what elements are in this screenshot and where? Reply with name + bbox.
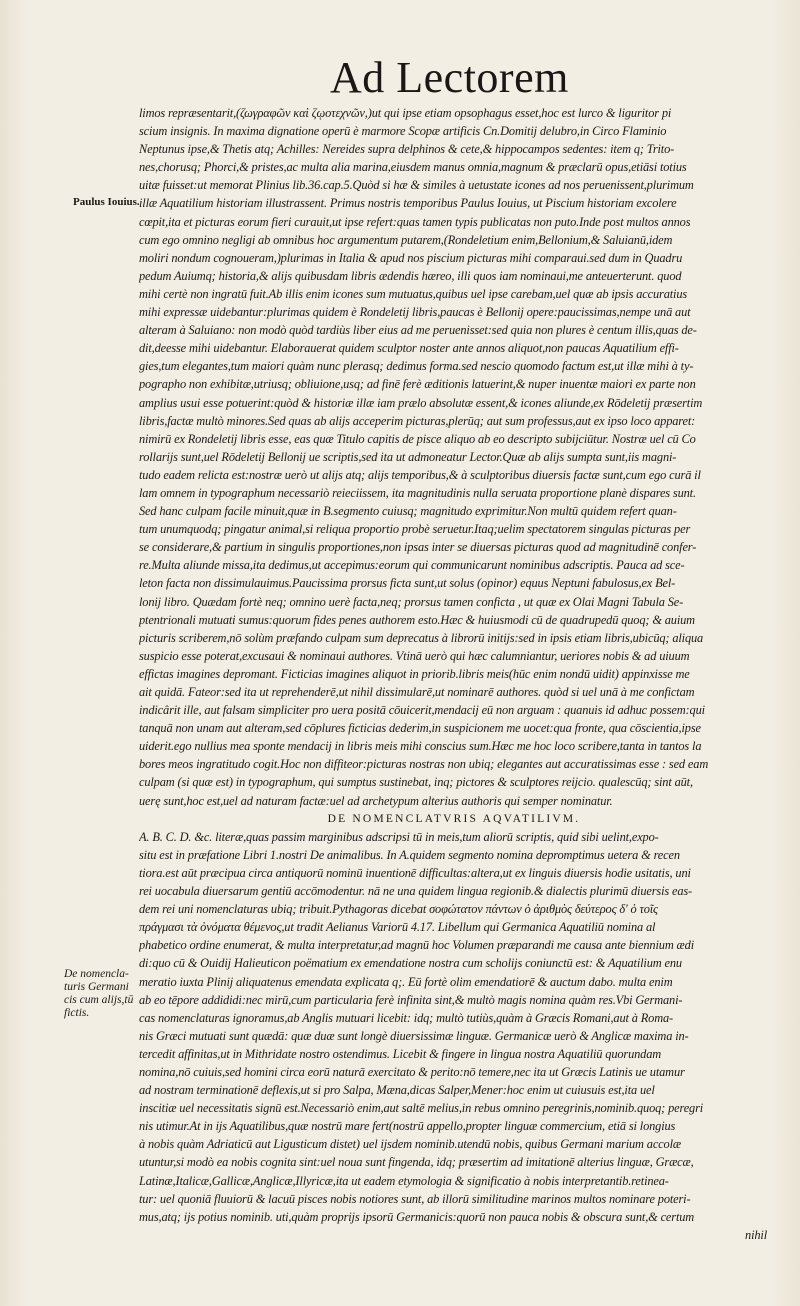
paragraph-block-2 (139, 828, 769, 1226)
text-line: rollarijs sunt,uel Rōdeletij Bellonij ue scriptis,sed ita ut admoneatur Lector.Quæ ab alijs sumpta sunt,iis magni- (139, 449, 677, 464)
text-line: di:quo cū & Ouidij Halieuticon poëmatium ex emendatione nostra cum scholijs coniunctū est: & Aquatilium enu (139, 956, 682, 971)
text-line: nes,chorusq; Phorci,& pristes,ac multa alia marina,eiusdem manus omnia,magnum & præclarū opus,etiāsi totius (139, 160, 687, 175)
text-line: Neptunus ipse,& Thetis atq; Achilles: Nereides supra delphinos & cete,& hippocampos sedentes: item q; Trito- (139, 142, 675, 157)
margin-note-line: turis Germani (64, 981, 129, 993)
text-line: dem rei uni nomenclaturas ubiq; tribuit.Pythagoras dicebat σοφώτατον πάντων ὁ ἀριθμὸς δεύτερος δ' ὁ τοῖς (139, 902, 658, 917)
text-line: limos repræsentarit,(ζωγραφῶν καὶ ζῳοτεχνῶν,)ut qui ipse etiam opsophagus esset,hoc est lurco & liguritor pi (139, 106, 672, 120)
section-title: DE NOMENCLATVRIS AQVATILIVM. (327, 812, 581, 825)
text-line: gies,tum elegantes,tum maiori quàm nunc plerasq; dedimus forma.sed nescio quomodo factum est,ut illæ mihi à ty- (139, 359, 694, 374)
text-line: phabetico ordine enumerat, & multa interpretatur,ad magnū hoc Volumen præparandi me causa ante biennium ædi (139, 938, 695, 953)
margin-note-line: De nomencla- (64, 968, 129, 980)
text-line: amplius usui esse potuerint:quòd & historiæ illæ iam prælo absolutæ essent,& icones aliunde,ex Rōdeletij præsertim (139, 395, 703, 410)
text-line: tur: uel quoniā fluuiorū & lacuū pisces nobis notiores sunt, ab illorū similitudine marinos multos nominare poteri- (139, 1191, 691, 1206)
text-line: alteram à Saluiano: non modò quòd tardiùs liber eius ad me peruenisset:sed quia non plures è centum illis,quas de- (139, 323, 697, 338)
text-line: pedum Auiumq; historia,& alijs quibusdam libris ædendis hæreo, illi quos iam nominaui,me anteuerterunt. quod (139, 268, 682, 283)
margin-note-line: cis cum alijs,tū (64, 994, 134, 1006)
text-line: leton facta non dissimulauimus.Paucissima prorsus ficta sunt,ut solus (opinor) equus Neptuni fabulosus,ex Bel- (139, 576, 676, 591)
margin-note-nomenclature (64, 968, 140, 1020)
text-line: tercedit affinitas,ut in Mithridate nostro ostendimus. Licebit & fingere in lingua nostra Aquatiliū quorundam (139, 1046, 662, 1061)
text-line: illæ Aquatilium historiam illustrassent. Primus nostris temporibus Paulus Iouius, ut Piscium historiam excolere (139, 196, 677, 211)
text-line: ab eo tēpore addididi:nec mirū,cum particularia ferè infinita sint,& multò magis nomina quàm res.Vbi Germani- (139, 992, 683, 1007)
text-line: se considerare,& partium in singulis proportiones,non ipsas inter se diuersas picturas quod ad magnitudinē confer- (139, 540, 697, 555)
catchword: nihil (745, 1227, 767, 1242)
text-line: mus,atq; ijs potius nominib. uti,quàm proprijs ipsorū Germanicis:quorū non pauca nobis & obscura sunt,& certum (139, 1209, 695, 1224)
text-line: libris,factæ multò minores.Sed quas ab alijs acceperim picturas,plerūq; aut sum professus,aut ex ipso loco apparet: (139, 413, 696, 428)
text-line: re.Multa aliunde missa,ita dedimus,ut accepimus:eorum qui communicarunt nominibus adscriptis. Pauca ad sce- (139, 558, 685, 573)
text-line: ad nostram terminationē deflexis,ut si pro Salpa, Mæna,dicas Salper,Mener:hoc enim ut cuiusuis est,ita uel (139, 1083, 655, 1098)
text-line: rei uocabula diuersarum gentiū accōmodentur. nā ne una quidem lingua regionib.& dialectis plurimū diuersis eas- (139, 884, 693, 899)
text-line: tudo eadem relicta est:nostræ uerò ut alijs atq; alijs temporibus,& à sculptoribus diuersis factæ sunt,cum ego curā il (139, 467, 701, 482)
text-line: à nobis quàm Adriaticū aut Ligusticum distet) uel ijsdem nominib.utendū nobis, quibus Germani marium accolæ (139, 1137, 681, 1152)
text-line: scium insignis. In maxima dignatione operū è marmore Scopæ artificis Cn.Domitij delubro,in Circo Flaminio (139, 124, 667, 139)
text-line: nis Græci mutuati sunt quædā: quæ duæ sunt longè diuersissimæ linguæ. Germanicæ uerò & Anglicæ maxima in- (139, 1028, 689, 1043)
text-line: tanquā non unam aut alteram,sed cōplures ficticias dederim,in suspicionem me uocet:qua fronte, qua cōscientia,ipse (139, 721, 701, 736)
text-line: situ est in præfatione Libri 1.nostri De animalibus. In A.quidem segmento nomina depromptimus uetera & recen (139, 847, 680, 862)
text-line: meratio iuxta Plinij aliquatenus emendata explicata q;. Eū fortè olim emendatiorē & auctum dabo. multa enim (139, 974, 673, 989)
text-line: tum unumquodq; pingatur animal,si reliqua proportio probè seruetur.Itaq;uelim spectatorem singulas picturas per (139, 522, 691, 537)
text-line: lonij libro. Quædam fortè neq; omnino uerè facta,neq; prorsus tamen conficta , ut quæ ex Olai Magni Tabula Se- (139, 594, 684, 609)
text-line: culpam (si quæ est) in typographum, qui sumptus sustinebat, inq; pictores & sculptores reijcio. qualescūq; sint aūt, (139, 775, 693, 790)
text-line: tiora.est aūt præcipua circa antiquorū nominū inuentionē difficultas:altera,ut ex linguis diuersis hodie usitatis, uni (139, 865, 691, 880)
text-line: cas nomenclaturas ignoramus,ab Anglis mutuari licebit: idq; multò tutiùs,quàm à Græcis Romani,aut à Roma- (139, 1010, 674, 1025)
text-line: utuntur,si modò ea nobis cognita sint:uel noua sunt fingenda, idq; præsertim ad imitationē alterius linguæ, Græcæ, (139, 1155, 694, 1170)
text-line: moliri nondum cognoueram,)plurimas in Italia & apud nos piscium picturas mihi comparaui.sed dum in Quadru (139, 250, 683, 265)
text-line: A. B. C. D. &c. literæ,quas passim marginibus adscripsi tū in meis,tum aliorū scriptis, quid sibi uelint,expo- (139, 829, 659, 844)
body-text (139, 104, 769, 1244)
text-line: mihi certè non ingratū fuit.Ab illis enim icones sum mutuatus,quibus uel ipse carebam,uel quæ ab ipsis accuratius (139, 286, 688, 301)
text-line: mihi expressæ uidebantur:plurimas quidem è Rondeletij libris,paucas è Bellonij opere:paucissimas,nempe unā aut (139, 305, 691, 320)
text-line: nis utimur.At in ijs Aquatilibus,quæ nostrū mare fert(nostrū appello,propter linguæ commercium, etiā si longius (139, 1119, 676, 1134)
text-line: effictas imagines depromant. Ficticias imagines aliquot in priorib.libris meis(hūc enim nondū uidit) appinxisse me (139, 666, 690, 681)
text-line: Sed hanc culpam facile minuit,quæ in B.segmento cuiusq; magnitudo exprimitur.Non multū quidem refert quan- (139, 504, 677, 519)
text-line: nomina,nō cuiuis,sed homini circa eorū naturā exercitato & perito:nō temere,nec ita ut Græcis Latinis ue utamur (139, 1064, 685, 1079)
paragraph-block-1 (139, 104, 769, 810)
text-line: picturis scriberem,nō solùm præfando culpam sum deprecatus à librorū initijs:sed in ipsis etiam libris,ubicūq; aliqua (139, 630, 704, 645)
page-header: Ad Lectorem (330, 53, 569, 102)
text-line: dit,deesse mihi uidebantur. Elaborauerat quidem sculptor noster ante annos aliquot,non paucas Aquatilium effi- (139, 341, 679, 356)
text-line: ptentrionali mutuati sumus:quorum fides penes authorem esto.Hæc & huiusmodi cū de quadrupedū quoq; & auium (139, 612, 695, 627)
margin-note-line: fictis. (64, 1007, 90, 1019)
text-line: pographo non exhibitæ,utriusq; obliuione,usq; ad finē ferè æditionis latuerint,& nuper inuentæ maiori ex parte non (139, 377, 696, 392)
text-line: πράγμασι τὰ ὀνόματα θέμενος,ut tradit Aelianus Variorū 4.17. Libellum qui Germanica Aquatiliū nomina al (139, 920, 656, 935)
text-line: cum ego omnino negligi ab omnibus hoc argumentum putarem,(Rondeletium enim,Bellonium,& Saluianū,idem (139, 232, 673, 247)
text-line: uitæ fuisset:ut memorat Plinius lib.36.cap.5.Quòd si hæ & similes à uetustate icones ad nos peruenissent,plurimum (139, 178, 694, 193)
text-line: bores meos ingratitudo cogit.Hoc non diffiteor:picturas nostras non ubiq; elegantes aut accuratissimas esse : sed eam (139, 757, 709, 772)
text-line: uerę sunt,hoc est,uel ad naturam factæ:uel ad archetypum alterius authoris qui semper nominatur. (139, 793, 613, 808)
text-line: Latinæ,Italicæ,Gallicæ,Anglicæ,Illyricæ,ita ut eadem etymologia & significatio à nobis interpretantib.retinea- (139, 1173, 669, 1188)
text-line: indicârit ille, aut falsam simpliciter pro uera positā cōuicerit,mendacij eū non arguam : quanuis id adhuc possem:qui (139, 703, 705, 718)
text-line: ait quidā. Fateor:sed ita ut reprehenderē,ut nihil dissimularē,ut nominarē authores. quòd si uel unā à me confictam (139, 685, 695, 699)
text-line: inscitiæ uel necessitatis signū est.Necessariò enim,aut saltē melius,in rebus omnino peregrinis,nominib.quoq; peregri (139, 1101, 704, 1116)
text-line: suspicio esse poterat,excusaui & nominaui authores. Vtinā uerò qui hæc calumniantur, ueriores nobis & ad uiuum (139, 648, 690, 663)
text-line: uiderit.ego nullius mea sponte mendacij in libris meis mihi conscius sum.Hæc me hoc loco scribere,tanta in tantos la (139, 739, 702, 754)
text-line: nimirū ex Rondeletij libris esse, eas quæ Titulo capitis de pisce aliquo ab eo descripto subijciūtur. Nostræ uel cū Co (139, 431, 696, 446)
text-line: cœpit,ita et picturas eorum fieri curauit,ut ipse refert:quas tamen typis publicatas non puto.Inde post multos annos (139, 214, 691, 229)
margin-note-paulus-iouius: Paulus Iouius. (73, 196, 140, 208)
text-line: lam omnem in typographum necessariò reieciissem, ita magnitudinis nulla seruata proportione planè dispares sunt. (139, 485, 696, 500)
